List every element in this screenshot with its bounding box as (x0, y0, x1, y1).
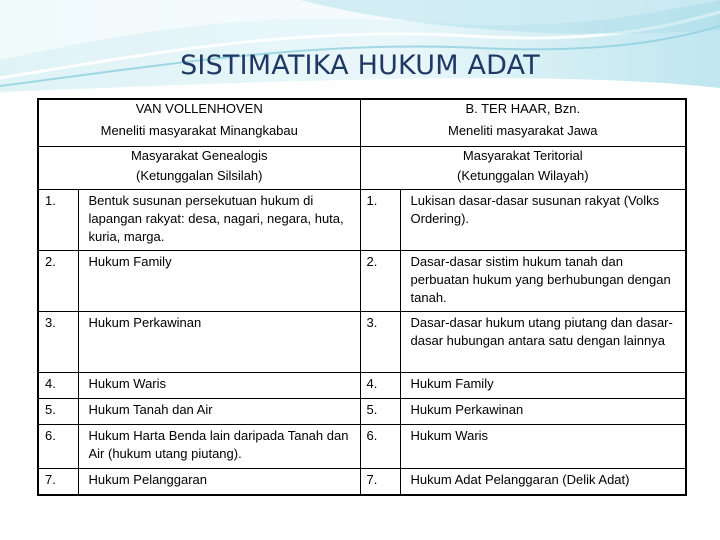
left-item-number: 2. (38, 251, 78, 312)
page-title: SISTIMATIKA HUKUM ADAT (180, 50, 540, 81)
left-item-text: Hukum Waris (78, 373, 360, 399)
right-item-number: 3. (360, 312, 400, 373)
comparison-table (37, 98, 687, 496)
right-item-number: 2. (360, 251, 400, 312)
right-item-number: 4. (360, 373, 400, 399)
right-item-number: 5. (360, 399, 400, 425)
right-item-text: Dasar-dasar hukum utang piutang dan dasar-dasar hubungan antara satu dengan lainnya (400, 312, 686, 373)
left-item-number: 6. (38, 425, 78, 469)
right-item-text: Lukisan dasar-dasar susunan rakyat (Volks Ordering). (400, 190, 686, 251)
right-society-note: (Ketunggalan Wilayah) (360, 167, 686, 190)
left-society-type: Masyarakat Genealogis (38, 147, 360, 168)
header-row-names (38, 99, 686, 122)
right-society-type: Masyarakat Teritorial (360, 147, 686, 168)
left-author-subtitle: Meneliti masyarakat Minangkabau (38, 122, 360, 147)
table-row (38, 190, 686, 251)
right-item-number: 1. (360, 190, 400, 251)
left-item-number: 3. (38, 312, 78, 373)
table-row (38, 312, 686, 373)
right-item-number: 7. (360, 469, 400, 495)
right-item-text: Hukum Family (400, 373, 686, 399)
right-item-text: Hukum Adat Pelanggaran (Delik Adat) (400, 469, 686, 495)
left-item-text: Hukum Perkawinan (78, 312, 360, 373)
table-row (38, 425, 686, 469)
left-item-number: 5. (38, 399, 78, 425)
right-author-name: B. TER HAAR, Bzn. (360, 99, 686, 122)
right-item-text: Hukum Perkawinan (400, 399, 686, 425)
table-row (38, 469, 686, 495)
left-item-text: Hukum Tanah dan Air (78, 399, 360, 425)
left-item-text: Hukum Pelanggaran (78, 469, 360, 495)
table-row (38, 373, 686, 399)
header-row-type-notes (38, 167, 686, 190)
left-item-text: Bentuk susunan persekutuan hukum di lapangan rakyat: desa, nagari, negara, huta, kuria, marga. (78, 190, 360, 251)
right-item-text: Hukum Waris (400, 425, 686, 469)
left-society-note: (Ketunggalan Silsilah) (38, 167, 360, 190)
left-item-number: 1. (38, 190, 78, 251)
right-item-text: Dasar-dasar sistim hukum tanah dan perbuatan hukum yang berhubungan dengan tanah. (400, 251, 686, 312)
left-item-text: Hukum Family (78, 251, 360, 312)
left-item-text: Hukum Harta Benda lain daripada Tanah dan Air (hukum utang piutang). (78, 425, 360, 469)
header-row-subtitles (38, 122, 686, 147)
table-row (38, 399, 686, 425)
left-item-number: 7. (38, 469, 78, 495)
right-author-subtitle: Meneliti masyarakat Jawa (360, 122, 686, 147)
header-row-types (38, 147, 686, 168)
table-row (38, 251, 686, 312)
right-item-number: 6. (360, 425, 400, 469)
left-item-number: 4. (38, 373, 78, 399)
left-author-name: VAN VOLLENHOVEN (38, 99, 360, 122)
